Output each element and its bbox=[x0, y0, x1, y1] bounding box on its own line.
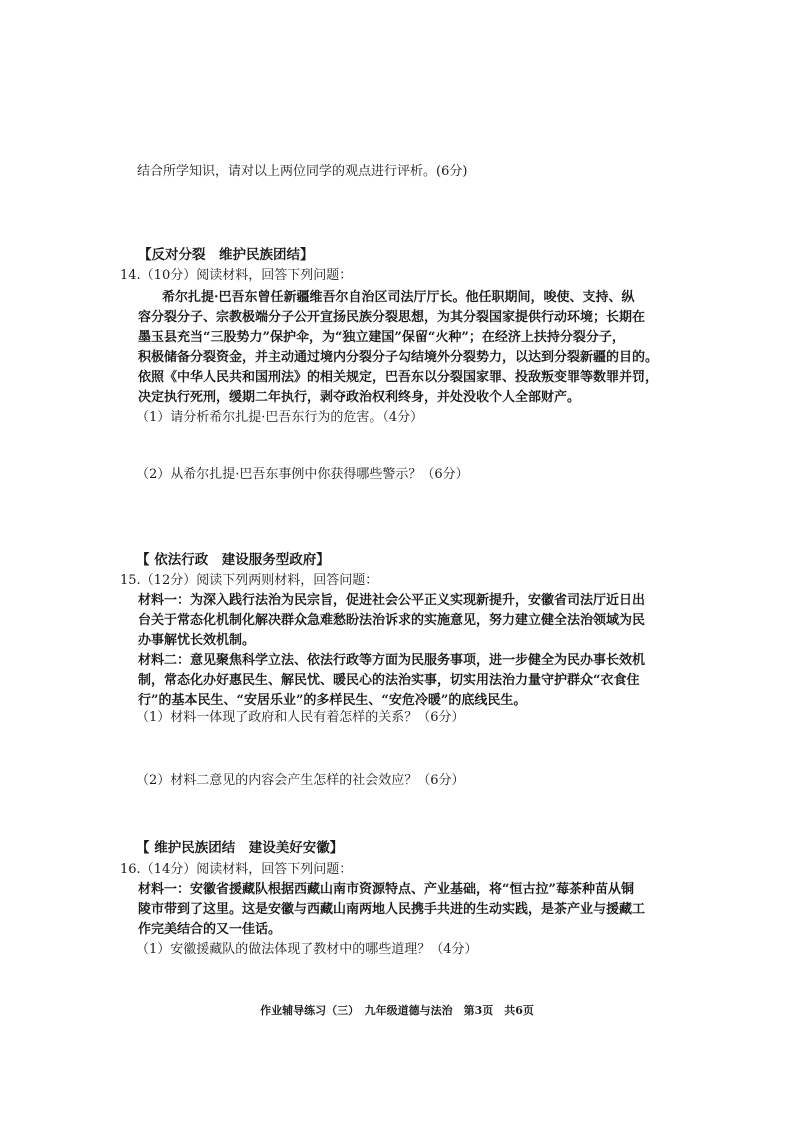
q16-material-line: 陵市带到了这里。这是安徽与西藏山南两地人民携手共进的生动实践，是茶产业与援藏工 bbox=[138, 902, 646, 917]
q15-material-line: 材料一：为深入践行法治为民宗旨，促进社会公平正义实现新提升，安徽省司法厅近日出 bbox=[138, 593, 646, 608]
q16-material-line: 作完美结合的又一佳话。 bbox=[138, 922, 282, 937]
q16-sub-question-1: （1）安徽援藏队的做法体现了教材中的哪些道理？（4分） bbox=[136, 942, 478, 957]
question-14-title: 14.（10分）阅读材料，回答下列问题： bbox=[120, 268, 353, 283]
q14-sub-question-1: （1）请分析希尔扎提·巴吾东行为的危害。（4分） bbox=[136, 410, 424, 425]
intro-question: 结合所学知识，请对以上两位同学的观点进行评析。(6分) bbox=[137, 164, 468, 179]
section-heading-q15: 【 依法行政 建设服务型政府】 bbox=[136, 552, 330, 568]
q14-material-line: 决定执行死刑，缓期二年执行，剥夺政治权利终身，并处没收个人全部财产。 bbox=[138, 390, 581, 405]
q14-material-line: 希尔扎提·巴吾东曾任新疆维吾尔自治区司法厅厅长。他任职期间，唆使、支持、纵 bbox=[162, 290, 635, 305]
q16-material-line: 材料一：安徽省援藏队根据西藏山南市资源特点、产业基础，将“恒古拉”莓茶种苗从铜 bbox=[138, 882, 634, 897]
q14-material-line: 容分裂分子、宗教极端分子公开宣扬民族分裂思想，为其分裂国家提供行动环境；长期在 bbox=[138, 310, 646, 325]
q15-material-line: 办事解忧长效机制。 bbox=[138, 633, 256, 648]
q14-material-line: 墨玉县充当“三股势力”保护伞，为“独立建国”保留“火种”；在经济上扶持分裂分子， bbox=[138, 330, 625, 345]
q14-material-line: 依照《中华人民共和国刑法》的相关规定，巴吾东以分裂国家罪、投敌叛变罪等数罪并罚， bbox=[138, 370, 659, 385]
q15-sub-question-2: （2）材料二意见的内容会产生怎样的社会效应？（6分） bbox=[136, 773, 465, 788]
q15-material-line: 台关于常态化机制化解决群众急难愁盼法治诉求的实施意见，努力建立健全法治领域为民 bbox=[138, 613, 646, 628]
q15-material-line: 材料二：意见聚焦科学立法、依法行政等方面为民服务事项，进一步健全为民办事长效机 bbox=[138, 653, 646, 668]
section-heading-q16: 【 维护民族团结 建设美好安徽】 bbox=[136, 840, 344, 856]
page-footer: 作业辅导练习（三） 九年级道德与法治 第3页 共6页 bbox=[260, 1004, 534, 1017]
q14-sub-question-2: （2）从希尔扎提·巴吾东事例中你获得哪些警示？（6分） bbox=[136, 467, 469, 482]
question-15-title: 15.（12分）阅读下列两则材料，回答问题： bbox=[120, 573, 379, 588]
q14-material-line: 积极储备分裂资金，并主动通过境内分裂分子勾结境外分裂势力，以达到分裂新疆的目的。 bbox=[138, 350, 659, 365]
q15-material-line: 行”的基本民生、“安居乐业”的多样民生、“安危冷暖”的底线民生。 bbox=[138, 693, 527, 708]
q15-material-line: 制，常态化办好惠民生、解民忧、暖民心的法治实事，切实用法治力量守护群众“衣食住 bbox=[138, 673, 640, 688]
q15-sub-question-1: （1）材料一体现了政府和人民有着怎样的关系？（6分） bbox=[136, 710, 465, 725]
question-16-title: 16.（14分）阅读材料，回答下列问题： bbox=[120, 862, 353, 877]
section-heading-q14: 【反对分裂 维护民族团结】 bbox=[138, 247, 314, 263]
